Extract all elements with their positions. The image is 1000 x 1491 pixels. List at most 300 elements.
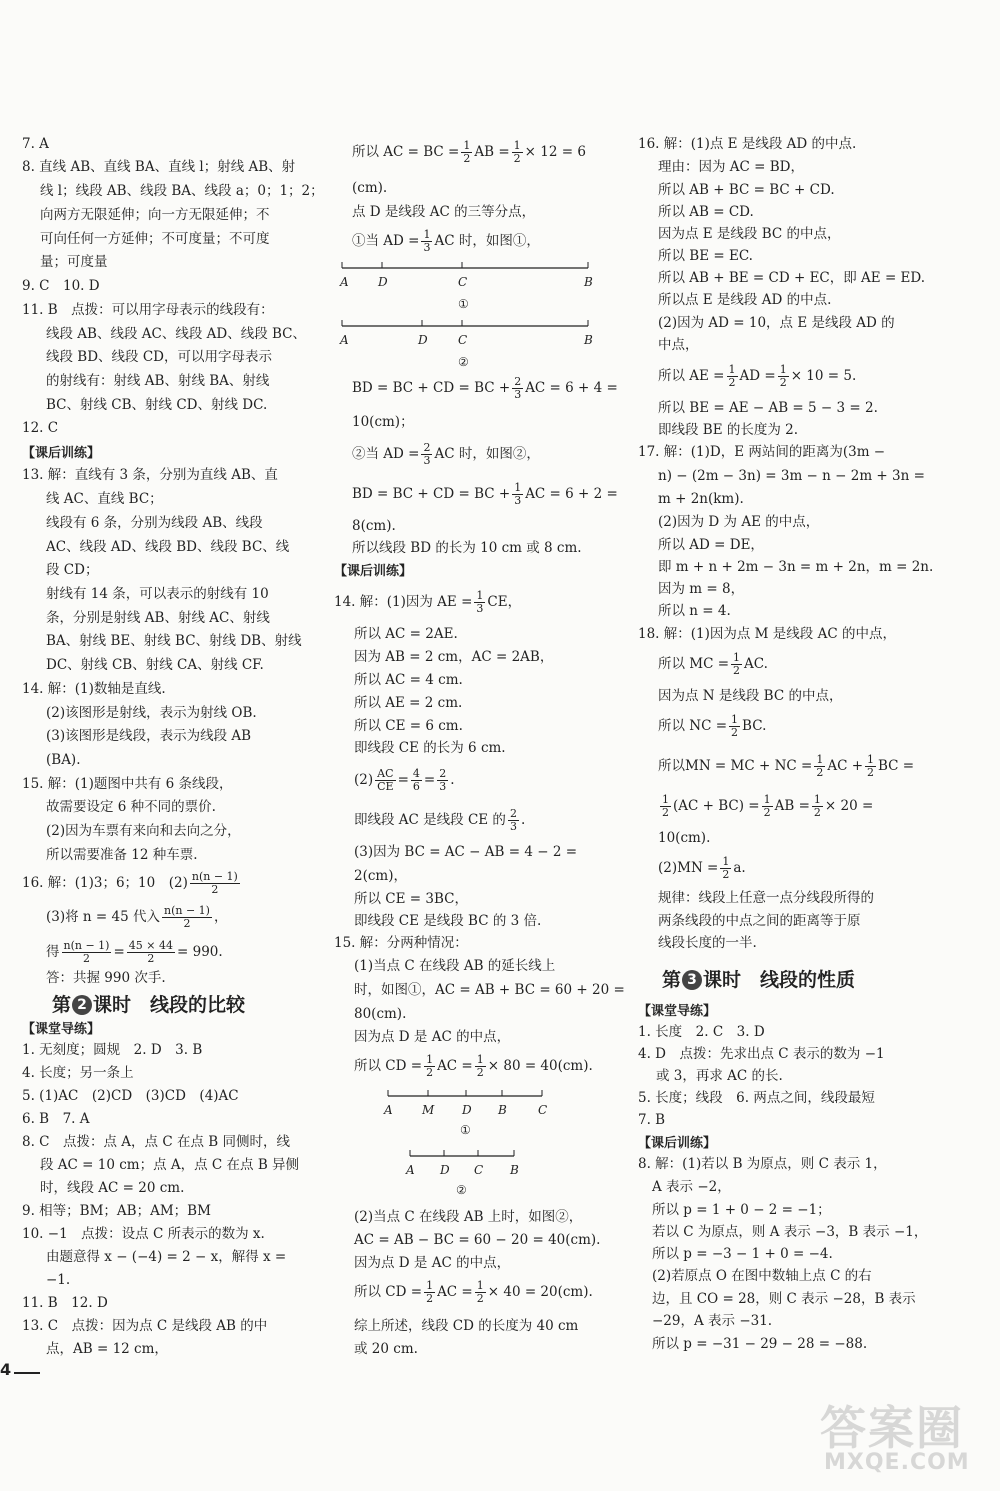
text: 即线段 AC 是线段 CE 的 xyxy=(354,812,506,828)
denominator: 3 xyxy=(514,388,522,401)
answer-16: 16. 解：(1)点 E 是线段 AD 的中点. xyxy=(638,136,857,152)
line: 或 3，再求 AC 的长. xyxy=(656,1068,783,1084)
line: (2)若原点 O 在图中数轴上点 C 的右 xyxy=(652,1268,872,1284)
fraction xyxy=(727,364,738,389)
text: CE， xyxy=(487,594,522,610)
answer-15-line: 故需要设定 6 种不同的票价. xyxy=(46,799,216,815)
text: . xyxy=(450,772,455,788)
text: (2)MN = xyxy=(658,860,719,876)
denominator: 2 xyxy=(728,376,736,389)
segment-figure-1 xyxy=(334,258,604,314)
numerator: 1 xyxy=(722,855,730,868)
denominator: 2 xyxy=(662,806,669,819)
line: (cm). xyxy=(352,180,388,196)
line: 10(cm). xyxy=(658,830,711,846)
text: × 20 = xyxy=(824,798,874,814)
line: A 表示 −2， xyxy=(652,1179,731,1195)
line: 边，且 CO = 28，则 C 表示 −28，B 表示 xyxy=(652,1291,916,1307)
answer-7: 7. A xyxy=(22,136,49,152)
answer-8: 8. 直线 AB、直线 BA、直线 l；射线 AB、射 xyxy=(22,159,296,175)
text: (2) xyxy=(354,772,374,788)
fraction xyxy=(127,940,175,965)
text: BD = BC + CD = BC + xyxy=(352,380,511,396)
point-label: D xyxy=(378,275,388,289)
segment-figure-3 xyxy=(374,1088,604,1140)
answer-14 xyxy=(334,590,521,615)
numerator: 2 xyxy=(509,807,517,820)
answer-8-line: 量；可度量 xyxy=(40,254,108,270)
denominator: 3 xyxy=(423,241,431,254)
point-label: C xyxy=(474,1163,484,1177)
denominator: 2 xyxy=(211,883,219,896)
lesson-number-badge: 2 xyxy=(72,995,92,1015)
answer-13-line: 点，AB = 12 cm， xyxy=(46,1341,168,1357)
line: 综上所述，线段 CD 的长度为 40 cm xyxy=(354,1318,579,1334)
numerator: 1 xyxy=(513,139,521,152)
denominator: 3 xyxy=(514,494,522,507)
denominator: 3 xyxy=(439,780,447,793)
line: 所以 AB + BE = CD + EC，即 AE = ED. xyxy=(658,270,926,286)
line: −29，A 表示 −31. xyxy=(652,1313,773,1329)
text: BD = BC + CD = BC + xyxy=(352,486,511,502)
text: 16. 解：(1)3；6；10 (2) xyxy=(22,875,188,891)
point-label: C xyxy=(538,1103,548,1117)
fraction xyxy=(512,482,523,507)
point-label: B xyxy=(584,275,593,289)
line: 两条线段的中点之间的距离等于原 xyxy=(658,913,861,929)
text: 14. 解：(1)因为 AE = xyxy=(334,594,473,610)
figure-caption: ② xyxy=(458,355,469,369)
numerator: 1 xyxy=(514,481,522,494)
fraction xyxy=(778,364,789,389)
segment-figure-4 xyxy=(394,1148,544,1200)
answer-13: 13. C 点拨：因为点 C 是线段 AB 的中 xyxy=(22,1318,268,1334)
denominator: 2 xyxy=(476,1292,484,1305)
point-label: C xyxy=(458,275,468,289)
text: AC 时，如图①， xyxy=(434,233,540,249)
line: 即线段 CE 的长为 6 cm. xyxy=(354,740,506,756)
line xyxy=(658,754,914,779)
line: 线段长度的一半. xyxy=(658,935,757,951)
numerator: 2 xyxy=(423,441,431,454)
fraction xyxy=(814,754,825,779)
answer-18: 18. 解：(1)因为点 M 是线段 AC 的中点， xyxy=(638,626,896,642)
fraction xyxy=(729,714,740,739)
fraction xyxy=(812,794,823,819)
text: = xyxy=(113,944,125,960)
line: 中点， xyxy=(658,337,699,353)
denominator: 2 xyxy=(816,766,824,779)
text: AC = 6 + 4 = xyxy=(525,380,618,396)
numerator: 1 xyxy=(779,363,787,376)
numerator: 1 xyxy=(476,1053,484,1066)
lesson-3-title xyxy=(662,965,855,992)
numerator: 1 xyxy=(728,363,736,376)
denominator: 2 xyxy=(463,152,471,165)
figure-caption: ② xyxy=(456,1183,467,1197)
answer-14-line: (BA). xyxy=(46,752,81,768)
numerator: 1 xyxy=(463,139,471,152)
line: 规律：线段上任意一点分线段所得的 xyxy=(658,890,874,906)
line: 时，如图①，AC = AB + BC = 60 + 20 = xyxy=(354,982,625,998)
line: 即线段 CE 是线段 BC 的 3 倍. xyxy=(354,913,542,929)
text: . xyxy=(520,812,526,828)
answer-9: 9. 相等；BM；AB；AM；BM xyxy=(22,1203,211,1219)
fraction xyxy=(421,442,432,467)
answer-16-line xyxy=(46,905,227,930)
line: (3)因为 BC = AC − AB = 4 − 2 = xyxy=(354,844,578,860)
numerator: 1 xyxy=(731,713,739,726)
answer-13-line: 条，分别是射线 AB、射线 AC、射线 xyxy=(46,610,270,626)
text: 第 xyxy=(52,994,72,1016)
section-heading: 【课后训练】 xyxy=(638,1136,717,1151)
numerator: 4 xyxy=(412,767,420,780)
denominator: 2 xyxy=(763,806,771,819)
answer-11-line: 线段 AB、线段 AC、线段 AD、线段 BC、 xyxy=(46,326,306,342)
answer-9-10: 9. C 10. D xyxy=(22,278,100,294)
answer-11-line: BC、射线 CB、射线 CD、射线 DC. xyxy=(46,397,268,413)
answer-16-line: 答：共握 990 次手. xyxy=(46,970,166,986)
answer-12: 12. C xyxy=(22,420,59,436)
lesson-number-badge: 3 xyxy=(682,970,702,990)
answer-13-line: DC、射线 CB、射线 CA、射线 CF. xyxy=(46,657,264,673)
line xyxy=(658,652,768,677)
numerator: 1 xyxy=(763,793,771,806)
line: 所以 AC = 4 cm. xyxy=(354,672,463,688)
page-number: 4 xyxy=(0,1360,12,1379)
fraction xyxy=(512,140,523,165)
answer-15: 15. 解：分两种情况： xyxy=(334,935,468,951)
line: 10(cm)； xyxy=(352,414,414,430)
line xyxy=(352,482,618,507)
answer-13-line: 线 AC、直线 BC； xyxy=(46,491,163,507)
line: 所以 CE = 6 cm. xyxy=(354,718,463,734)
numerator: 45 × 44 xyxy=(128,939,173,952)
line xyxy=(352,376,618,401)
answer-13-line: BA、射线 BE、射线 BC、射线 DB、射线 xyxy=(46,633,302,649)
answer-11-line: 的射线有：射线 AB、射线 BA、射线 xyxy=(46,373,270,389)
section-heading: 【课堂导练】 xyxy=(22,1022,101,1037)
answer-14: 14. 解：(1)数轴是直线. xyxy=(22,681,166,697)
answer-16 xyxy=(22,871,242,896)
line: 所以 n = 4. xyxy=(658,603,731,619)
line xyxy=(354,808,525,833)
answer-15-line: (2)因为车票有来向和去向之分， xyxy=(46,823,241,839)
denominator: 2 xyxy=(733,664,741,677)
line: 所以 CE = 3BC， xyxy=(354,891,468,907)
numerator: AC xyxy=(375,768,395,781)
answer-11-12: 11. B 12. D xyxy=(22,1295,108,1311)
answer-16-line xyxy=(46,940,223,965)
text: 所以 CD = xyxy=(354,1058,423,1074)
line: (1)当点 C 在线段 AB 的延长线上 xyxy=(354,958,556,974)
answer-15: 15. 解：(1)题图中共有 6 条线段， xyxy=(22,776,233,792)
answer-17: 17. 解：(1)D，E 两站间的距离为(3m − xyxy=(638,444,886,460)
text: 所以 AE = xyxy=(658,368,725,384)
fraction xyxy=(461,140,472,165)
text: × 10 = 5. xyxy=(790,368,857,384)
section-heading: 【课后训练】 xyxy=(334,564,413,579)
point-label: B xyxy=(498,1103,507,1117)
point-label: D xyxy=(418,333,428,347)
line xyxy=(658,364,856,389)
line: 理由：因为 AC = BD， xyxy=(658,159,805,175)
segment-figure-2 xyxy=(334,316,604,372)
answer-13-line: 段 CD； xyxy=(46,562,99,578)
line: 80(cm). xyxy=(354,1006,407,1022)
answer-10-line: 由题意得 x − (−4) = 2 − x，解得 x = xyxy=(46,1249,287,1265)
point-label: A xyxy=(406,1163,415,1177)
answer-13-line: 射线有 14 条，可以表示的射线有 10 xyxy=(46,586,269,602)
answer-8: 8. 解：(1)若以 B 为原点，则 C 表示 1， xyxy=(638,1156,887,1172)
fraction xyxy=(474,590,485,615)
line: 或 20 cm. xyxy=(354,1341,418,1357)
line xyxy=(354,1280,593,1305)
line: 所以 AC = 2AE. xyxy=(354,626,458,642)
answer-10: 10. −1 点拨：设点 C 所表示的数为 x. xyxy=(22,1226,265,1242)
line: 即 m + n + 2m − 3n = m + 2n，m = 2n. xyxy=(658,559,934,575)
point-label: M xyxy=(422,1103,435,1117)
fraction xyxy=(475,1280,486,1305)
answer-8-line: 段 AC = 10 cm；点 A，点 C 在点 B 异侧 xyxy=(40,1157,300,1173)
line: AC = AB − BC = 60 − 20 = 40(cm). xyxy=(354,1232,601,1248)
numerator: n(n − 1) xyxy=(163,904,210,917)
line: 8(cm). xyxy=(352,518,396,534)
text: 得 xyxy=(46,944,60,960)
answer-14-line: (3)该图形是线段，表示为线段 AB xyxy=(46,728,252,744)
answer-11-line: 线段 BD、线段 CD，可以用字母表示 xyxy=(46,349,272,365)
fraction xyxy=(411,768,422,793)
numerator: 1 xyxy=(733,651,741,664)
point-label: B xyxy=(510,1163,519,1177)
line: 因为点 N 是线段 BC 的中点， xyxy=(658,688,843,704)
line: (2)因为 D 为 AE 的中点， xyxy=(658,514,820,530)
line: 因为 AB = 2 cm，AC = 2AB， xyxy=(354,649,554,665)
text: 所以 CD = xyxy=(354,1284,423,1300)
numerator: 1 xyxy=(476,1279,484,1292)
numerator: 1 xyxy=(813,793,821,806)
text: 课时 线段的性质 xyxy=(703,969,856,991)
fraction xyxy=(190,871,240,896)
line: m + 2n(km). xyxy=(658,491,744,507)
denominator: 3 xyxy=(476,602,484,615)
line: n) − (2m − 3n) = 3m − n − 2m + 3n = xyxy=(658,468,925,484)
denominator: 2 xyxy=(147,952,155,965)
line: 若以 C 为原点，则 A 表示 −3，B 表示 −1， xyxy=(652,1224,928,1240)
fraction xyxy=(162,905,212,930)
watermark-url: MXQE.COM xyxy=(824,1450,970,1475)
line: 所以点 E 是线段 AD 的中点. xyxy=(658,292,832,308)
numerator: 1 xyxy=(426,1279,434,1292)
text: BC. xyxy=(742,718,767,734)
numerator: 1 xyxy=(662,793,669,806)
point-label: C xyxy=(458,333,468,347)
denominator: 2 xyxy=(426,1292,434,1305)
denominator: 2 xyxy=(476,1066,484,1079)
text: AC + xyxy=(827,758,864,774)
line: 所以线段 BD 的长为 10 cm 或 8 cm. xyxy=(352,540,582,556)
numerator: 2 xyxy=(514,375,522,388)
fraction xyxy=(62,940,112,965)
line xyxy=(658,856,746,881)
text: × 40 = 20(cm). xyxy=(487,1284,593,1300)
fraction xyxy=(437,768,448,793)
numerator: n(n − 1) xyxy=(63,939,110,952)
text: = 990. xyxy=(177,944,223,960)
fraction xyxy=(720,856,731,881)
line: (2)因为 AD = 10，点 E 是线段 AD 的 xyxy=(658,315,895,331)
numerator: n(n − 1) xyxy=(191,870,238,883)
fraction xyxy=(731,652,742,677)
text: (3)将 n = 45 代入 xyxy=(46,909,160,925)
text: AD = xyxy=(739,368,776,384)
point-label: A xyxy=(340,275,349,289)
figure-caption: ① xyxy=(460,1123,471,1137)
numerator: 1 xyxy=(867,753,875,766)
denominator: 2 xyxy=(82,952,90,965)
text: 所以 NC = xyxy=(658,718,728,734)
answer-8-line: 线 l；线段 AB、线段 BA、线段 a；0；1；2； xyxy=(40,183,324,199)
text: BC = xyxy=(878,758,915,774)
text: AC. xyxy=(744,656,768,672)
line: 所以 p = −31 − 29 − 28 = −88. xyxy=(652,1336,868,1352)
text: AB = xyxy=(474,144,510,160)
line: 因为点 D 是 AC 的中点， xyxy=(354,1255,511,1271)
fraction xyxy=(762,794,773,819)
answer-1-3: 1. 无刻度；圆规 2. D 3. B xyxy=(22,1042,203,1058)
line xyxy=(352,229,540,254)
text: 课时 线段的比较 xyxy=(93,994,246,1016)
denominator: CE xyxy=(377,780,394,793)
answer-13-line: 线段有 6 条，分别为线段 AB、线段 xyxy=(46,515,263,531)
line xyxy=(354,768,455,793)
denominator: 6 xyxy=(412,780,420,793)
text: AC = 6 + 2 = xyxy=(525,486,618,502)
answer-10-line: −1. xyxy=(46,1272,71,1288)
line: 所以 AD = DE， xyxy=(658,537,764,553)
text: ， xyxy=(213,909,228,925)
line: 点 D 是线段 AC 的三等分点， xyxy=(352,204,536,220)
line xyxy=(352,442,540,467)
fraction xyxy=(421,229,432,254)
answer-5-6: 5. 长度；线段 6. 两点之间，线段最短 xyxy=(638,1090,875,1106)
line: 所以 BE = EC. xyxy=(658,248,753,264)
answer-8: 8. C 点拨：点 A，点 C 在点 B 同侧时，线 xyxy=(22,1134,290,1150)
figure-caption: ① xyxy=(458,297,469,311)
numerator: 1 xyxy=(816,753,824,766)
line: 所以 p = −3 − 1 + 0 = −4. xyxy=(652,1246,833,1262)
numerator: 2 xyxy=(439,767,447,780)
denominator: 2 xyxy=(867,766,875,779)
answer-6-7: 6. B 7. A xyxy=(22,1111,90,1127)
text: × 12 = 6 xyxy=(524,144,586,160)
text: (AC + BC) = xyxy=(673,798,760,814)
fraction xyxy=(508,808,519,833)
denominator: 2 xyxy=(426,1066,434,1079)
line: 所以 AE = 2 cm. xyxy=(354,695,463,711)
answer-13-line: AC、线段 AD、线段 BD、线段 BC、线 xyxy=(46,539,290,555)
section-heading: 【课堂导练】 xyxy=(638,1004,717,1019)
line: 即线段 BE 的长度为 2. xyxy=(658,422,799,438)
numerator: 1 xyxy=(426,1053,434,1066)
text: 所以 MC = xyxy=(658,656,730,672)
point-label: D xyxy=(440,1163,450,1177)
denominator: 2 xyxy=(731,726,739,739)
answer-4: 4. D 点拨：先求出点 C 表示的数为 −1 xyxy=(638,1046,885,1062)
text: a. xyxy=(733,860,746,876)
line: 因为点 E 是线段 BC 的中点， xyxy=(658,226,841,242)
answer-5: 5. (1)AC (2)CD (3)CD (4)AC xyxy=(22,1088,239,1104)
text: 第 xyxy=(662,969,682,991)
numerator: 1 xyxy=(423,228,431,241)
denominator: 2 xyxy=(779,376,787,389)
denominator: 2 xyxy=(183,917,191,930)
text: AB = xyxy=(774,798,810,814)
fraction xyxy=(375,768,395,793)
denominator: 3 xyxy=(509,820,517,833)
section-heading: 【课后训练】 xyxy=(22,446,101,461)
text: ①当 AD = xyxy=(352,233,420,249)
line: 所以 BE = AE − AB = 5 − 3 = 2. xyxy=(658,400,878,416)
denominator: 3 xyxy=(423,454,431,467)
point-label: A xyxy=(384,1103,393,1117)
point-label: D xyxy=(462,1103,472,1117)
text: = xyxy=(397,772,409,788)
fraction xyxy=(475,1054,486,1079)
text: 所以MN = MC + NC = xyxy=(658,758,813,774)
answer-7: 7. B xyxy=(638,1112,666,1128)
text: AC = xyxy=(437,1284,473,1300)
line xyxy=(354,1054,593,1079)
fraction xyxy=(865,754,876,779)
denominator: 2 xyxy=(813,806,821,819)
line xyxy=(658,794,873,819)
line: 因为 m = 8， xyxy=(658,581,745,597)
page-number-rule xyxy=(14,1372,40,1374)
line: 所以 AB + BC = BC + CD. xyxy=(658,182,835,198)
lesson-2-title xyxy=(52,990,245,1017)
point-label: B xyxy=(584,333,593,347)
text: AC = xyxy=(437,1058,473,1074)
denominator: 2 xyxy=(722,868,730,881)
answer-8-line: 时，线段 AC = 20 cm. xyxy=(40,1180,185,1196)
fraction xyxy=(512,376,523,401)
line: 因为点 D 是 AC 的中点， xyxy=(354,1029,511,1045)
text: 所以 AC = BC = xyxy=(352,144,460,160)
text: × 80 = 40(cm). xyxy=(487,1058,593,1074)
text: ②当 AD = xyxy=(352,446,420,462)
numerator: 1 xyxy=(476,589,484,602)
fraction xyxy=(424,1280,435,1305)
denominator: 2 xyxy=(513,152,521,165)
answer-8-line: 向两方无限延伸；向一方无限延伸；不 xyxy=(40,207,270,223)
answer-14-line: (2)该图形是射线，表示为射线 OB. xyxy=(46,705,257,721)
line: 所以 p = 1 + 0 − 2 = −1； xyxy=(652,1202,831,1218)
line xyxy=(658,714,766,739)
line: 2(cm)， xyxy=(354,868,407,884)
fraction xyxy=(424,1054,435,1079)
watermark-logo: 答案圈 xyxy=(820,1401,964,1455)
answer-4: 4. 长度；另一条上 xyxy=(22,1065,134,1081)
answer-11: 11. B 点拨：可以用字母表示的线段有： xyxy=(22,302,274,318)
answer-13: 13. 解：直线有 3 条，分别为直线 AB、直 xyxy=(22,467,278,483)
line: 所以 AB = CD. xyxy=(658,204,754,220)
answer-1-3: 1. 长度 2. C 3. D xyxy=(638,1024,765,1040)
text: = xyxy=(423,772,436,788)
line xyxy=(352,140,586,165)
fraction xyxy=(660,794,671,819)
answer-8-line: 可向任何一方延伸；不可度量；不可度 xyxy=(40,231,270,247)
